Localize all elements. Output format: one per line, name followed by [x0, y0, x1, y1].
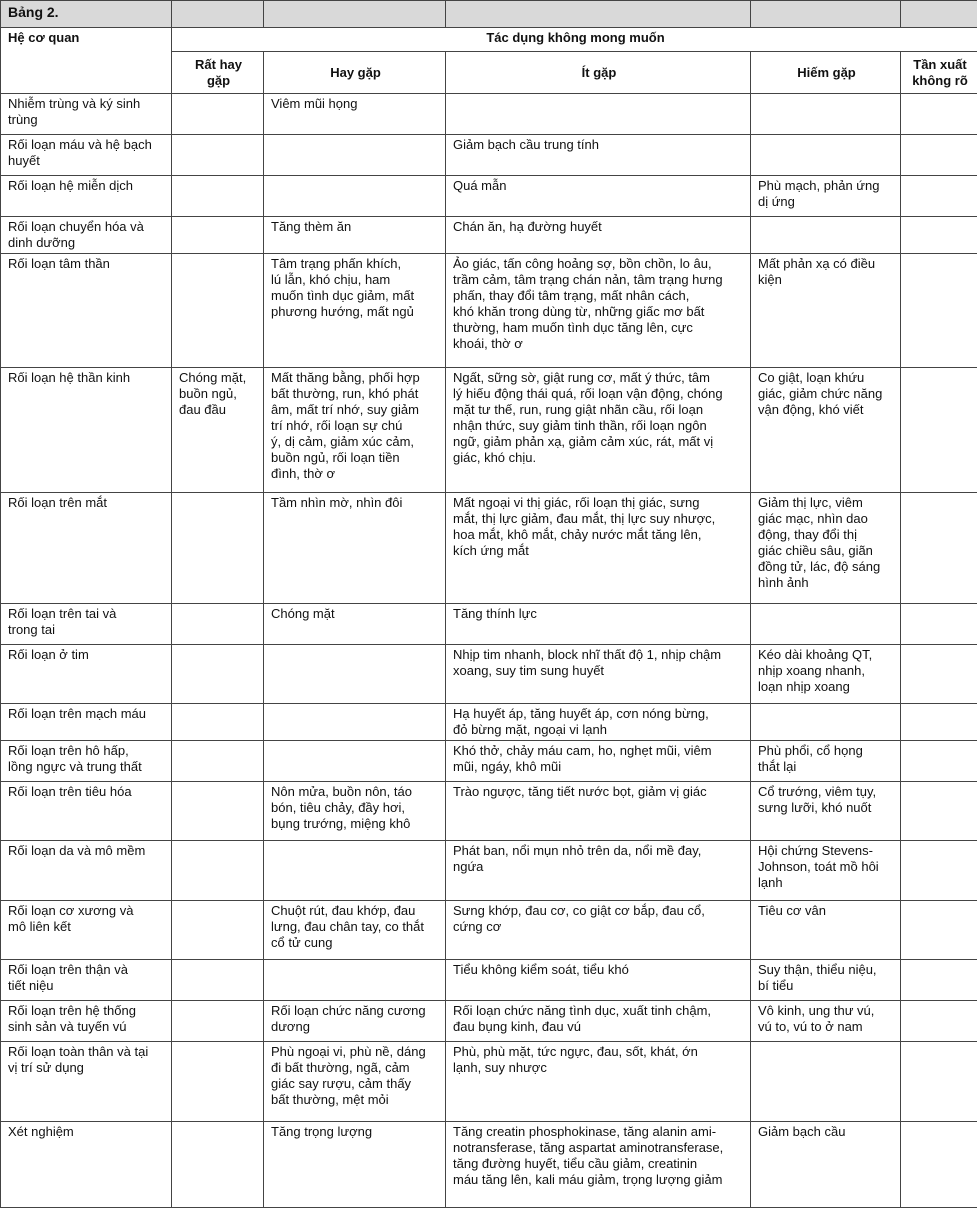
organ-system-cell: Rối loạn chuyển hóa và dinh dưỡng — [1, 217, 172, 254]
very-common-cell — [172, 645, 264, 704]
organ-system-cell: Nhiễm trùng và ký sinh trùng — [1, 94, 172, 135]
unknown-frequency-cell — [901, 217, 977, 254]
organ-system-cell: Rối loạn trên tiêu hóa — [1, 782, 172, 841]
common-cell: Nôn mửa, buồn nôn, táo bón, tiêu chảy, đầy hơi, bụng trướng, miệng khô — [264, 782, 446, 841]
rare-cell: Mất phản xạ có điều kiện — [751, 254, 901, 368]
organ-system-cell: Rối loạn hệ thần kinh — [1, 368, 172, 493]
table-row — [1, 782, 977, 841]
organ-system-cell: Rối loạn trên thận và tiết niệu — [1, 960, 172, 1001]
very-common-cell — [172, 1122, 264, 1208]
table-row — [1, 841, 977, 901]
table-row — [1, 135, 977, 176]
unknown-frequency-cell — [901, 94, 977, 135]
organ-system-cell: Rối loạn trên mắt — [1, 493, 172, 604]
rare-cell — [751, 217, 901, 254]
organ-system-cell: Rối loạn toàn thân và tại vị trí sử dụng — [1, 1042, 172, 1122]
uncommon-cell: Rối loạn chức năng tình dục, xuất tinh chậm, đau bụng kinh, đau vú — [446, 1001, 751, 1042]
very-common-cell — [172, 960, 264, 1001]
common-cell — [264, 135, 446, 176]
header-row-1 — [1, 28, 977, 52]
common-cell: Mất thăng bằng, phối hợp bất thường, run, khó phát âm, mất trí nhớ, suy giảm trí nhớ, rối loạn sự chú ý, dị cảm, giảm xúc cảm, buồn ngủ, rối loạn tiền đình, thờ ơ — [264, 368, 446, 493]
unknown-frequency-cell — [901, 782, 977, 841]
uncommon-cell: Mất ngoại vi thị giác, rối loạn thị giác, sưng mắt, thị lực giảm, đau mắt, thị lực suy nhược, hoa mắt, khô mắt, chảy nước mắt tăng lên, kích ứng mắt — [446, 493, 751, 604]
table-row — [1, 1042, 977, 1122]
common-cell: Chóng mặt — [264, 604, 446, 645]
rare-cell — [751, 704, 901, 741]
table-row — [1, 493, 977, 604]
table-row — [1, 645, 977, 704]
common-cell: Rối loạn chức năng cương dương — [264, 1001, 446, 1042]
rare-cell: Vô kinh, ung thư vú, vú to, vú to ở nam — [751, 1001, 901, 1042]
table-row — [1, 94, 977, 135]
rare-cell — [751, 94, 901, 135]
uncommon-header: Ít gặp — [446, 52, 751, 94]
rare-cell: Tiêu cơ vân — [751, 901, 901, 960]
very-common-cell — [172, 604, 264, 645]
rare-cell: Cổ trướng, viêm tụy, sưng lưỡi, khó nuốt — [751, 782, 901, 841]
uncommon-cell: Phù, phù mặt, tức ngực, đau, sốt, khát, ớn lạnh, suy nhược — [446, 1042, 751, 1122]
table-body — [1, 94, 977, 1208]
organ-system-cell: Rối loạn hệ miễn dịch — [1, 176, 172, 217]
uncommon-cell: Tiểu không kiểm soát, tiểu khó — [446, 960, 751, 1001]
rare-cell: Phù mạch, phản ứng dị ứng — [751, 176, 901, 217]
table-row — [1, 368, 977, 493]
very-common-cell — [172, 217, 264, 254]
common-cell: Chuột rút, đau khớp, đau lưng, đau chân tay, co thắt cổ tử cung — [264, 901, 446, 960]
uncommon-cell: Hạ huyết áp, tăng huyết áp, cơn nóng bừng, đỏ bừng mặt, ngoại vi lạnh — [446, 704, 751, 741]
rare-cell: Kéo dài khoảng QT, nhịp xoang nhanh, loạn nhịp xoang — [751, 645, 901, 704]
very-common-cell — [172, 841, 264, 901]
unknown-frequency-cell — [901, 493, 977, 604]
very-common-cell — [172, 493, 264, 604]
title-empty-cell — [172, 1, 264, 28]
organ-system-cell: Rối loạn trên mạch máu — [1, 704, 172, 741]
uncommon-cell: Phát ban, nổi mụn nhỏ trên da, nổi mề đay, ngứa — [446, 841, 751, 901]
rare-cell: Suy thận, thiểu niệu, bí tiểu — [751, 960, 901, 1001]
common-header: Hay gặp — [264, 52, 446, 94]
uncommon-cell: Tăng creatin phosphokinase, tăng alanin ami- notransferase, tăng aspartat aminotransferase, tăng đường huyết, tiểu cầu giảm, creatinin máu tăng lên, kali máu giảm, trọng lượng giảm — [446, 1122, 751, 1208]
very-common-cell — [172, 901, 264, 960]
table-row — [1, 217, 977, 254]
unknown-frequency-cell — [901, 741, 977, 782]
unknown-frequency-cell — [901, 1042, 977, 1122]
adverse-effects-header: Tác dụng không mong muốn — [172, 28, 977, 52]
organ-system-cell: Xét nghiệm — [1, 1122, 172, 1208]
table-row — [1, 254, 977, 368]
uncommon-cell: Nhịp tim nhanh, block nhĩ thất độ 1, nhịp chậm xoang, suy tim sung huyết — [446, 645, 751, 704]
unknown-frequency-cell — [901, 1001, 977, 1042]
organ-system-cell: Rối loạn da và mô mềm — [1, 841, 172, 901]
unknown-frequency-cell — [901, 254, 977, 368]
uncommon-cell: Chán ăn, hạ đường huyết — [446, 217, 751, 254]
organ-system-cell: Rối loạn trên tai và trong tai — [1, 604, 172, 645]
common-cell: Tầm nhìn mờ, nhìn đôi — [264, 493, 446, 604]
title-empty-cell — [264, 1, 446, 28]
unknown-frequency-header: Tần xuất không rõ — [901, 52, 977, 94]
common-cell: Tâm trạng phấn khích, lú lẫn, khó chịu, ham muốn tình dục giảm, mất phương hướng, mất ngủ — [264, 254, 446, 368]
organ-system-cell: Rối loạn cơ xương và mô liên kết — [1, 901, 172, 960]
unknown-frequency-cell — [901, 604, 977, 645]
unknown-frequency-cell — [901, 960, 977, 1001]
uncommon-cell: Trào ngược, tăng tiết nước bọt, giảm vị giác — [446, 782, 751, 841]
unknown-frequency-cell — [901, 841, 977, 901]
uncommon-cell: Ảo giác, tấn công hoảng sợ, bồn chồn, lo âu, trầm cảm, tâm trạng chán nản, tâm trạng hưng phấn, thay đổi tâm trạng, mất nhân cách, khó khăn trong dùng từ, những giấc mơ bất thường, ham muốn tình dục tăng lên, cực khoái, thờ ơ — [446, 254, 751, 368]
rare-cell: Giảm bạch cầu — [751, 1122, 901, 1208]
very-common-cell — [172, 94, 264, 135]
title-empty-cell — [901, 1, 977, 28]
very-common-cell — [172, 176, 264, 217]
very-common-cell — [172, 254, 264, 368]
very-common-cell: Chóng mặt, buồn ngủ, đau đầu — [172, 368, 264, 493]
unknown-frequency-cell — [901, 1122, 977, 1208]
very-common-cell — [172, 704, 264, 741]
common-cell — [264, 960, 446, 1001]
common-cell: Tăng thèm ăn — [264, 217, 446, 254]
table-row — [1, 704, 977, 741]
table-row — [1, 901, 977, 960]
table-row — [1, 960, 977, 1001]
common-cell: Viêm mũi họng — [264, 94, 446, 135]
very-common-header: Rất hay gặp — [172, 52, 264, 94]
organ-system-cell: Rối loạn máu và hệ bạch huyết — [1, 135, 172, 176]
unknown-frequency-cell — [901, 176, 977, 217]
table-row — [1, 1001, 977, 1042]
common-cell — [264, 841, 446, 901]
uncommon-cell: Ngất, sững sờ, giật rung cơ, mất ý thức, tâm lý hiếu động thái quá, rối loạn vận động, chóng mặt tư thế, run, rung giật nhãn cầu, rối loạn nhận thức, suy giảm tinh thần, rối loạn ngôn ngữ, giảm phản xạ, giảm cảm xúc, rát, mất vị giác, khó chịu. — [446, 368, 751, 493]
organ-system-cell: Rối loạn tâm thần — [1, 254, 172, 368]
organ-system-cell: Rối loạn trên hô hấp, lồng ngực và trung thất — [1, 741, 172, 782]
rare-cell — [751, 135, 901, 176]
unknown-frequency-cell — [901, 368, 977, 493]
uncommon-cell: Sưng khớp, đau cơ, co giật cơ bắp, đau cổ, cứng cơ — [446, 901, 751, 960]
common-cell — [264, 704, 446, 741]
rare-cell: Phù phổi, cổ họng thắt lại — [751, 741, 901, 782]
common-cell: Tăng trọng lượng — [264, 1122, 446, 1208]
rare-cell — [751, 1042, 901, 1122]
common-cell — [264, 176, 446, 217]
title-empty-cell — [446, 1, 751, 28]
unknown-frequency-cell — [901, 901, 977, 960]
unknown-frequency-cell — [901, 135, 977, 176]
uncommon-cell: Tăng thính lực — [446, 604, 751, 645]
rare-cell: Giảm thị lực, viêm giác mạc, nhìn dao động, thay đổi thị giác chiều sâu, giãn đồng tử, lác, độ sáng hình ảnh — [751, 493, 901, 604]
organ-system-cell: Rối loạn trên hệ thống sinh sản và tuyến vú — [1, 1001, 172, 1042]
very-common-cell — [172, 135, 264, 176]
table-title-row — [1, 1, 977, 28]
common-cell — [264, 741, 446, 782]
common-cell — [264, 645, 446, 704]
organ-system-cell: Rối loạn ở tim — [1, 645, 172, 704]
very-common-cell — [172, 1042, 264, 1122]
very-common-cell — [172, 741, 264, 782]
uncommon-cell: Quá mẫn — [446, 176, 751, 217]
uncommon-cell: Khó thở, chảy máu cam, ho, nghẹt mũi, viêm mũi, ngáy, khô mũi — [446, 741, 751, 782]
organ-system-header: Hệ cơ quan — [1, 28, 172, 94]
very-common-cell — [172, 1001, 264, 1042]
table-title: Bảng 2. — [1, 1, 172, 28]
rare-cell: Co giật, loạn khứu giác, giảm chức năng vận động, khó viết — [751, 368, 901, 493]
very-common-cell — [172, 782, 264, 841]
rare-cell: Hội chứng Stevens- Johnson, toát mồ hôi lạnh — [751, 841, 901, 901]
table-row — [1, 176, 977, 217]
unknown-frequency-cell — [901, 704, 977, 741]
uncommon-cell: Giảm bạch cầu trung tính — [446, 135, 751, 176]
common-cell: Phù ngoại vi, phù nề, dáng đi bất thường, ngã, cảm giác say rượu, cảm thấy bất thường, mệt mỏi — [264, 1042, 446, 1122]
table-row — [1, 741, 977, 782]
rare-header: Hiếm gặp — [751, 52, 901, 94]
table-row — [1, 1122, 977, 1208]
rare-cell — [751, 604, 901, 645]
uncommon-cell — [446, 94, 751, 135]
unknown-frequency-cell — [901, 645, 977, 704]
table-row — [1, 604, 977, 645]
title-empty-cell — [751, 1, 901, 28]
